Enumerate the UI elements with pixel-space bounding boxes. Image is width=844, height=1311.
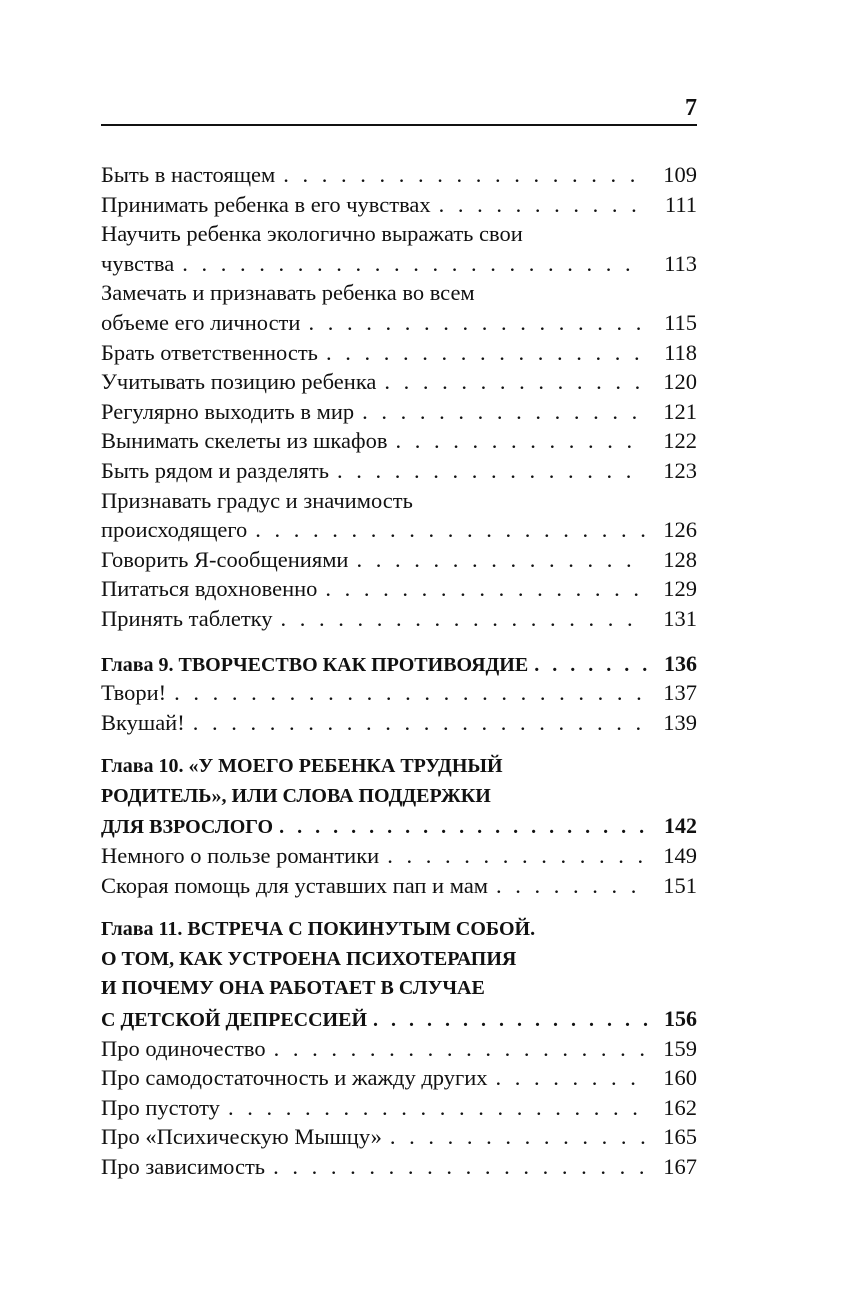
dot-leader	[308, 308, 645, 338]
page-ref: 123	[663, 457, 697, 483]
page-ref: 113	[664, 250, 697, 276]
page-ref: 162	[663, 1094, 697, 1120]
entry-title: Признавать градус и значимость	[101, 487, 413, 513]
chapter-title: Глава 11. ВСТРЕЧА С ПОКИНУТЫМ СОБОЙ.	[101, 918, 536, 941]
entry-title: Научить ребенка экологично выражать свои	[101, 221, 523, 247]
toc-entry-line[interactable]	[101, 604, 697, 634]
dot-leader	[281, 604, 645, 634]
page-ref: 136	[664, 650, 697, 676]
entry-title: Замечать и признавать ребенка во всем	[101, 280, 475, 306]
entry-title: Вынимать скелеты из шкафов	[101, 428, 388, 454]
entry-title: Скорая помощь для уставших пап и мам	[101, 872, 489, 898]
dot-leader	[274, 1034, 645, 1064]
dot-leader	[373, 1006, 655, 1036]
dot-leader	[356, 545, 645, 575]
toc-entry-line[interactable]	[101, 308, 697, 338]
section-gap	[101, 900, 697, 915]
page-ref: 151	[663, 872, 697, 898]
toc-entry-line[interactable]	[101, 1122, 697, 1152]
chapter-title: Глава 10. «У МОЕГО РЕБЕНКА ТРУДНЫЙ	[101, 755, 503, 778]
toc-entry-line[interactable]	[101, 397, 697, 427]
page-ref: 118	[664, 339, 697, 365]
toc-entry-line[interactable]	[101, 249, 697, 279]
entry-title: Про самодостаточность и жажду других	[101, 1065, 488, 1091]
entry-title: Брать ответственность	[101, 339, 318, 365]
toc-entry-line[interactable]	[101, 841, 697, 871]
chapter-heading-line[interactable]	[101, 974, 697, 1004]
chapter-title: С ДЕТСКОЙ ДЕПРЕССИЕЙ	[101, 1009, 367, 1032]
toc-entry-line[interactable]	[101, 545, 697, 575]
toc-entry-line[interactable]	[101, 1063, 697, 1093]
dot-leader	[337, 456, 645, 486]
dot-leader	[534, 651, 655, 681]
page-ref: 149	[663, 843, 697, 869]
dot-leader	[439, 190, 645, 220]
entry-title: Вкушай!	[101, 709, 185, 735]
toc-entry-line[interactable]	[101, 708, 697, 738]
dot-leader	[326, 338, 645, 368]
chapter-heading-line[interactable]	[101, 811, 697, 841]
section-gap	[101, 737, 697, 752]
chapter-heading-line[interactable]	[101, 915, 697, 945]
chapter-title: РОДИТЕЛЬ», ИЛИ СЛОВА ПОДДЕРЖКИ	[101, 784, 491, 807]
entry-title: Учитывать позицию ребенка	[101, 369, 377, 395]
entry-title: Немного о пользе романтики	[101, 843, 380, 869]
page-ref: 167	[663, 1154, 697, 1179]
toc-entry-line[interactable]	[101, 1152, 697, 1182]
page-ref: 129	[663, 576, 697, 602]
chapter-heading-line[interactable]	[101, 649, 697, 679]
dot-leader	[390, 1122, 645, 1152]
toc-entry-line[interactable]	[101, 871, 697, 901]
dot-leader	[325, 574, 645, 604]
dot-leader	[362, 397, 645, 427]
page-ref: 142	[664, 813, 697, 839]
entry-title: Принимать ребенка в его чувствах	[101, 191, 431, 217]
entry-title: Принять таблетку	[101, 605, 273, 631]
page-ref: 122	[663, 428, 697, 454]
page-ref: 156	[664, 1006, 697, 1032]
entry-title: Про пустоту	[101, 1094, 220, 1120]
chapter-title: О ТОМ, КАК УСТРОЕНА ПСИХОТЕРАПИЯ	[101, 947, 517, 970]
page-ref: 128	[663, 546, 697, 572]
dot-leader	[174, 678, 645, 708]
entry-title: Про «Психическую Мышцу»	[101, 1124, 382, 1150]
entry-title: Быть в настоящем	[101, 162, 276, 187]
page-ref: 115	[664, 309, 697, 335]
page-ref: 111	[664, 191, 697, 217]
toc-entry-line[interactable]	[101, 1093, 697, 1123]
entry-title: Говорить Я-сообщениями	[101, 546, 349, 572]
toc-entry-line[interactable]	[101, 219, 697, 249]
dot-leader	[255, 515, 645, 545]
section-gap	[101, 634, 697, 649]
dot-leader	[279, 813, 655, 843]
chapter-title: ДЛЯ ВЗРОСЛОГО	[101, 816, 274, 839]
dot-leader	[228, 1093, 645, 1123]
page-ref: 137	[663, 680, 697, 706]
toc-entry-line[interactable]	[101, 367, 697, 397]
page-ref: 109	[663, 162, 697, 187]
toc-entry-line[interactable]	[101, 1034, 697, 1064]
chapter-title: И ПОЧЕМУ ОНА РАБОТАЕТ В СЛУЧАЕ	[101, 977, 485, 1000]
toc-entry-line[interactable]	[101, 678, 697, 708]
entry-title: Твори!	[101, 680, 167, 706]
page-ref: 160	[663, 1065, 697, 1091]
chapter-heading-line[interactable]	[101, 945, 697, 975]
dot-leader	[496, 1063, 645, 1093]
entry-title: чувства	[101, 250, 175, 276]
page-number: 7	[685, 95, 697, 121]
toc-entry-line[interactable]	[101, 486, 697, 516]
entry-title: Про одиночество	[101, 1035, 266, 1061]
toc-entry-line[interactable]	[101, 338, 697, 368]
page-ref: 139	[663, 709, 697, 735]
dot-leader	[395, 426, 645, 456]
header-rule	[101, 124, 697, 126]
dot-leader	[182, 249, 645, 279]
chapter-heading-line[interactable]	[101, 752, 697, 782]
toc-entry-line[interactable]	[101, 190, 697, 220]
toc-entry-line[interactable]	[101, 515, 697, 545]
chapter-heading-line[interactable]	[101, 1004, 697, 1034]
page-ref: 159	[663, 1035, 697, 1061]
dot-leader	[496, 871, 645, 901]
entry-title: Быть рядом и разделять	[101, 457, 329, 483]
dot-leader	[387, 841, 645, 871]
page-ref: 121	[663, 398, 697, 424]
dot-leader	[273, 1152, 645, 1182]
page-ref: 126	[663, 517, 697, 543]
chapter-title: Глава 9. ТВОРЧЕСТВО КАК ПРОТИВОЯДИЕ	[101, 653, 529, 676]
toc-entry-line[interactable]	[101, 278, 697, 308]
entry-title: объеме его личности	[101, 309, 301, 335]
toc-entry-line[interactable]	[101, 574, 697, 604]
entry-title: Питаться вдохновенно	[101, 576, 318, 602]
page-ref: 165	[663, 1124, 697, 1150]
toc-entry-line[interactable]	[101, 426, 697, 456]
toc-entry-line[interactable]	[101, 160, 697, 190]
page-ref: 131	[663, 605, 697, 631]
dot-leader	[193, 708, 645, 738]
entry-title: Регулярно выходить в мир	[101, 398, 355, 424]
entry-title: происходящего	[101, 517, 248, 543]
dot-leader	[283, 160, 645, 190]
chapter-heading-line[interactable]	[101, 782, 697, 812]
dot-leader	[384, 367, 645, 397]
page-ref: 120	[663, 369, 697, 395]
table-of-contents	[101, 160, 697, 1182]
entry-title: Про зависимость	[101, 1154, 266, 1179]
toc-entry-line[interactable]	[101, 456, 697, 486]
